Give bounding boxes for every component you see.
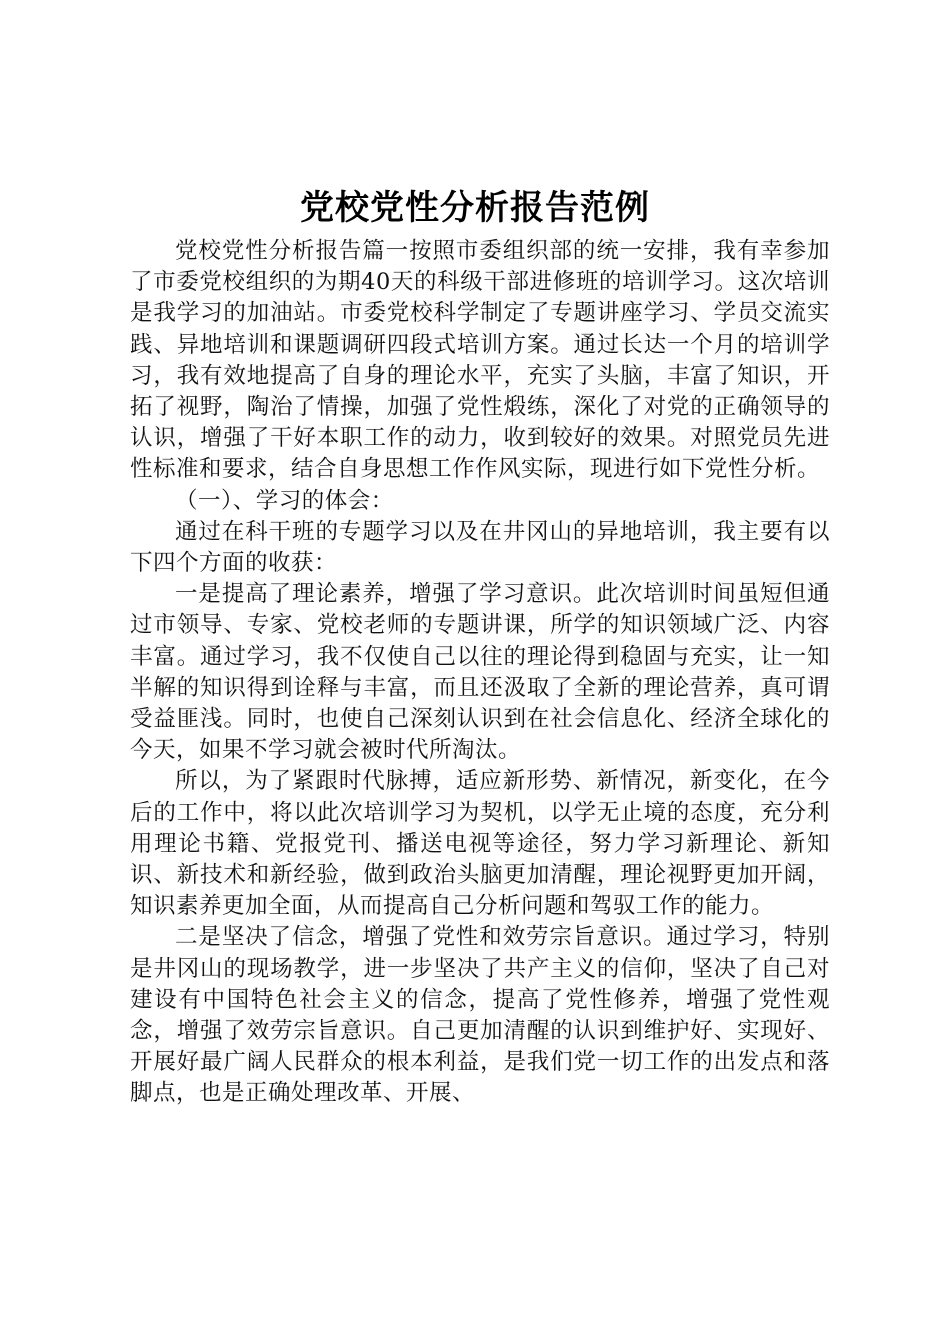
document-title: 党校党性分析报告范例 (300, 188, 650, 228)
paragraph-gains-intro: 通过在科干班的专题学习以及在井冈山的异地培训，我主要有以下四个方面的收获： (130, 518, 830, 577)
section-heading: （一）、学习的体会： (175, 487, 394, 514)
paragraph-therefore: 所以，为了紧跟时代脉搏，适应新形势、新情况，新变化，在今后的工作中，将以此次培训学习为契机，以学无止境的态度，充分利用理论书籍、党报党刊、播送电视等途径，努力学习新理论、新知识、新技术和新经验，做到政治头脑更加清醒，理论视野更加开阔，知识素养更加全面，从而提高自己分析问题和驾驭工作的能力。 (130, 768, 830, 920)
paragraph-intro: 党校党性分析报告篇一按照市委组织部的统一安排，我有幸参加了市委党校组织的为期40天的科级干部进修班的培训学习。这次培训是我学习的加油站。市委党校科学制定了专题讲座学习、学员交流实践、异地培训和课题调研四段式培训方案。通过长达一个月的培训学习，我有效地提高了自身的理论水平，充实了头脑，丰富了知识，开拓了视野，陶治了情操，加强了党性煅练，深化了对党的正确领导的认识，增强了干好本职工作的动力，收到较好的效果。对照党员先进性标准和要求，结合自身思想工作作风实际，现进行如下党性分析。 (130, 238, 830, 483)
paragraph-point-two: 二是坚决了信念，增强了党性和效劳宗旨意识。通过学习，特别是井冈山的现场教学，进一步坚决了共产主义的信仰，坚决了自己对建设有中国特色社会主义的信念，提高了党性修养，增强了党性观念，增强了效劳宗旨意识。自己更加清醒的认识到维护好、实现好、开展好最广阔人民群众的根本利益，是我们党一切工作的出发点和落脚点，也是正确处理改革、开展、 (130, 924, 830, 1107)
document-body (130, 236, 830, 1110)
paragraph-point-one: 一是提高了理论素养，增强了学习意识。此次培训时间虽短但通过市领导、专家、党校老师的专题讲课，所学的知识领域广泛、内容丰富。通过学习，我不仅使自己以往的理论得到稳固与充实，让一知半解的知识得到诠释与丰富，而且还汲取了全新的理论营养，真可谓受益匪浅。同时，也使自己深刻认识到在社会信息化、经济全球化的今天，如果不学习就会被时代所淘汰。 (130, 581, 830, 764)
